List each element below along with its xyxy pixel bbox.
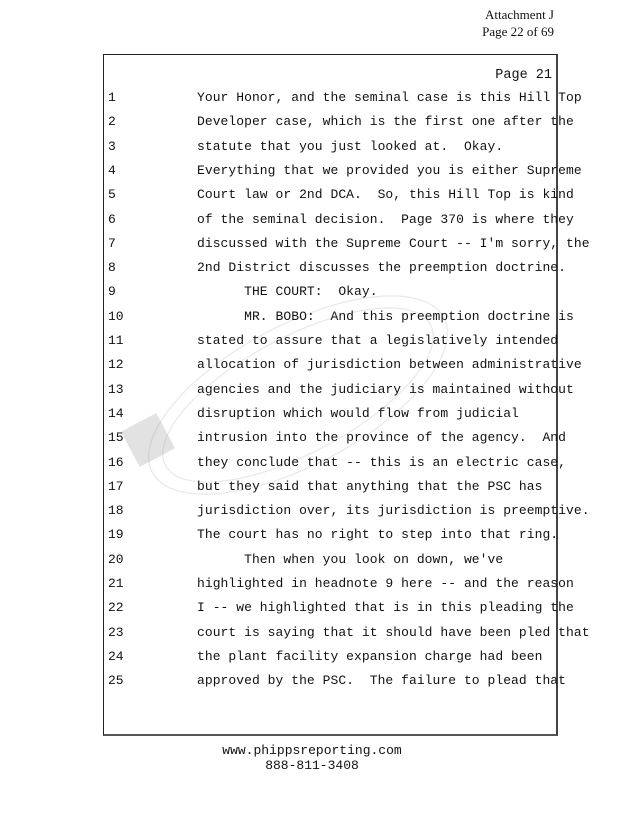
line-number: 14: [108, 405, 124, 421]
line-number: 18: [108, 503, 124, 519]
line-number: 8: [108, 260, 116, 276]
line-text: MR. BOBO: And this preemption doctrine is: [197, 308, 574, 324]
line-number: 23: [108, 624, 124, 640]
transcript-line: [0, 625, 624, 645]
line-number: 16: [108, 454, 124, 470]
transcript-line: [0, 284, 624, 304]
footer-phone: 888-811-3408: [265, 758, 359, 773]
line-text: Developer case, which is the first one after the: [197, 114, 574, 130]
line-text: 2nd District discusses the preemption doctrine.: [197, 260, 567, 276]
line-text: THE COURT: Okay.: [197, 284, 378, 300]
transcript-line: [0, 212, 624, 232]
transcript-line: [0, 309, 624, 329]
footer-website: www.phippsreporting.com: [222, 743, 402, 758]
line-text: the plant facility expansion charge had been: [197, 648, 543, 664]
line-text: Everything that we provided you is either Supreme: [197, 162, 582, 178]
line-number: 10: [108, 308, 124, 324]
line-number: 25: [108, 673, 124, 689]
line-text: of the seminal decision. Page 370 is where they: [197, 211, 574, 227]
line-text: I -- we highlighted that is in this pleading the: [197, 600, 574, 616]
line-text: jurisdiction over, its jurisdiction is preemptive.: [197, 503, 590, 519]
transcript-line: [0, 600, 624, 620]
line-number: 5: [108, 187, 116, 203]
line-number: 2: [108, 114, 116, 130]
line-number: 1: [108, 90, 116, 105]
line-number: 13: [108, 381, 124, 397]
line-text: highlighted in headnote 9 here -- and the reason: [197, 576, 574, 591]
line-number: 4: [108, 162, 116, 178]
line-number: 11: [108, 333, 124, 348]
line-text: disruption which would flow from judicial: [197, 405, 519, 421]
transcript-line: [0, 649, 624, 669]
transcript-line: [0, 114, 624, 134]
transcript-line: [0, 576, 624, 596]
line-number: 24: [108, 648, 124, 664]
line-text: Then when you look on down, we've: [197, 551, 504, 567]
transcript-line: [0, 527, 624, 547]
transcript-line: [0, 90, 624, 110]
line-text: Your Honor, and the seminal case is this Hill Top: [197, 90, 582, 105]
line-number: 12: [108, 357, 124, 373]
line-text: court is saying that it should have been pled that: [197, 624, 590, 640]
page-of-label: Page 22 of 69: [482, 24, 554, 39]
line-text: Court law or 2nd DCA. So, this Hill Top is kind: [197, 187, 574, 203]
transcript-line: [0, 139, 624, 159]
line-text: discussed with the Supreme Court -- I'm sorry, the: [197, 235, 590, 251]
line-number: 19: [108, 527, 124, 543]
line-text: allocation of jurisdiction between administrative: [197, 357, 582, 373]
transcript-line: [0, 236, 624, 256]
line-number: 6: [108, 211, 116, 227]
transcript-line: [0, 673, 624, 693]
line-text: stated to assure that a legislatively intended: [197, 333, 559, 348]
transcript-line: [0, 406, 624, 426]
transcript-line: [0, 479, 624, 499]
line-number: 21: [108, 576, 124, 591]
line-text: approved by the PSC. The failure to plead that: [197, 673, 567, 689]
transcript-line: [0, 430, 624, 450]
line-text: but they said that anything that the PSC has: [197, 478, 543, 494]
line-text: intrusion into the province of the agency. And: [197, 430, 567, 446]
line-number: 3: [108, 138, 116, 154]
line-number: 20: [108, 551, 124, 567]
transcript-line: [0, 382, 624, 402]
transcript-line: [0, 260, 624, 280]
line-text: The court has no right to step into that ring.: [197, 527, 559, 543]
line-number: 17: [108, 478, 124, 494]
transcript-line: [0, 503, 624, 523]
transcript-line: [0, 455, 624, 475]
transcript-line: [0, 357, 624, 377]
line-number: 7: [108, 235, 116, 251]
transcript-page-number: Page 21: [495, 68, 552, 83]
line-number: 9: [108, 284, 116, 300]
transcript-line: [0, 552, 624, 572]
transcript-line: [0, 333, 624, 353]
line-text: they conclude that -- this is an electric case,: [197, 454, 567, 470]
attachment-label: Attachment J: [485, 7, 554, 22]
transcript-line: [0, 163, 624, 183]
transcript-line: [0, 187, 624, 207]
line-number: 22: [108, 600, 124, 616]
attachment-header: [482, 6, 554, 40]
line-number: 15: [108, 430, 124, 446]
line-text: agencies and the judiciary is maintained without: [197, 381, 574, 397]
line-text: statute that you just looked at. Okay.: [197, 138, 504, 154]
footer: [0, 743, 624, 773]
